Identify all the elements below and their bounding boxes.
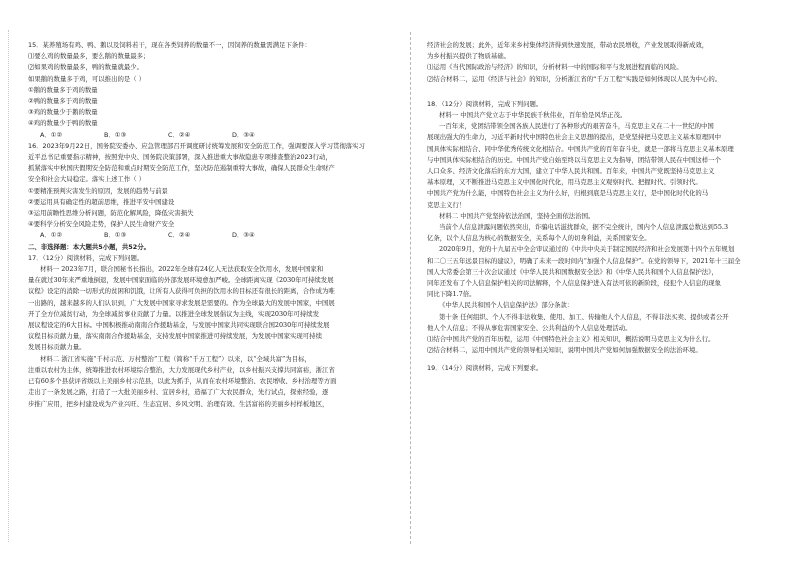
question-17 [28,253,398,410]
q17-material-1-line: 发展目标贡献力量。 [28,343,86,352]
question-18 [427,99,782,357]
q15-choice-a: A．①② [40,130,63,139]
q16-choice-d: D．③④ [232,231,255,240]
q15-choice-b: B．①③ [104,130,127,139]
column-separator [410,32,411,544]
q18-material-2 [427,211,782,301]
question-15 [28,40,398,141]
q15-prompt: 如果鹅的数量多于鸡，可以推出的是（ ） [28,74,146,83]
binding-margin-line [8,30,9,542]
section-heading: 二、非选择题：本大题共5小题，共52分。 [28,242,150,251]
q15-stem: 15．某养殖场有鸡、鸭、鹅以及饲料若干，现在各类饲养的数量不一，因饲养的数量需满足下条件： [28,41,311,49]
q17-material-1-line: 材料一 2023年7月，联合国秘书长指出，2022年全球有24亿人无法获取安全饮用水，发展中国家和 [40,265,324,274]
q15-option-4: ④鸡的数量少于鸭的数量 [28,119,98,128]
q17-material-2-line: 材料二 浙江省实施“千村示范、万村整治”工程（简称“千万工程”）以来，以“全域共富”为目标， [40,354,311,363]
q15-choice-d: D．③④ [232,130,255,139]
answer-space [427,85,782,92]
q18-material-2-line: 同年还发布了个人信息保护相关的司法解释，个人信息保护进入有法可依的新阶段，侵犯个人信息的现象 [427,279,721,288]
q16-stem-line: 16．2023年9月22日，国务院安委办、应急管理部召开调度研讨统筹发展和安全防范工作，强调要深入学习贯彻落实习 [28,141,365,150]
q17-material-2-continued [427,40,782,62]
q16-choice-a: A．①② [40,231,63,240]
q18-subquestion-2: ⑵结合材料二，运用中国共产党的领导相关知识，说明中国共产党如何加强数据安全的法治环境。 [427,346,702,355]
q16-stem-line: 抓紧落实中秋国庆假期安全防范和重点时期安全防范工作，坚决防范遏制重特大事故，确保人民群众生命财产 [28,164,335,173]
q16-choice-b: B．①③ [104,231,127,240]
continued-line: 经济社会的发展；此外，近年来乡村集体经济得到快速发展，带动农民增收，产业发展取得新成效， [427,41,709,49]
q18-heading: 18．（12分）阅读材料，完成下列问题。 [427,99,543,108]
q15-choice-c: C．②④ [168,130,191,139]
q17-material-1-line: 展议程设定的6大目标。中国积极推动南南合作援助基金，与发展中国家共同实现联合国2030年可持续发展 [28,321,330,330]
law-excerpt-line: 他人个人信息；不得从事危害国家安全、公共利益的个人信息处理活动。 [427,323,632,332]
left-column [28,40,398,410]
q16-choices [28,230,398,241]
q16-option-4: ④要科学分析安全风险走势，保护人民生命财产安全 [28,220,175,229]
q18-material-1-line: 展现出强大的生命力，习近平新时代中国特色社会主义思想的提出，是党坚持把马克思主义基本原理同中 [427,133,721,142]
q18-material-2-line: 2020年9月，党的十九届五中全会审议通过的《中共中央关于制定国民经济和社会发展第十四个五年规划 [439,245,735,254]
law-excerpt-title: 《中华人民共和国个人信息保护法》部分条款： [439,301,574,310]
q18-material-2-line: 和二〇三五年远景目标的建议》，明确了未来一段时间内“加强个人信息保护”。在党的领导下，2021年十三届全 [427,256,741,265]
answer-space [427,356,782,363]
q16-option-3: ③运用前瞻性思维分析问题，防范化解风险，降低灾害损失 [28,209,194,218]
q17-subquestion-2: ⑵结合材料二，运用《经济与社会》的知识，分析浙江省的“千万工程”实践是如何体现以人民为中心的。 [427,74,722,83]
q15-condition-2: ⑵如果鸡的数量最多，鸭的数量就最少。 [28,63,144,72]
q17-material-1-line: 议程》设定的消除一切形式的贫困和饥饿，让所有人获得可负担的饮用水的目标还有很长的距离，合作成为唯 [28,287,335,296]
q17-material-2-line: 已有60多个县获评省级以上美丽乡村示范县，以此为抓手，从而在农村环境整治、农民增收、乡村治理等方面 [28,377,337,386]
q16-stem-line: 近平总书记重要指示精神，按照党中央、国务院决策部署，深入推进重大事故隐患专项排查整治2023行动， [28,153,332,162]
q15-option-1: ①鹅的数量多于鸡的数量 [28,85,98,94]
q18-material-1-line: 基本原理，又不断推进马克思主义中国化时代化，用马克思主义观察时代、把握时代、引领时代。 [427,178,702,187]
q17-material-2 [28,354,398,410]
q18-material-1 [427,110,782,211]
q17-material-1-line: 量在就过30年来严重地倒退，发展中国家面临的外部发展环境愈加严峻。全球距离实现《2030年可持续发展 [28,276,334,285]
q17-material-1-line: 一出路的，越来越多的人们认识到，广大发展中国家寻求发展是需要的。作为全球最大的发展中国家，中国展 [28,298,335,307]
law-excerpt-line: 第十条 任何组织、个人不得非法收集、使用、加工、传输他人个人信息，不得非法买卖、提供或者公开 [439,312,729,321]
q17-material-1-line: 议程目标贡献力量，落实南南合作援助基金，支持发展中国家推进可持续发展，为发展中国家实现可持续 [28,332,322,341]
q16-stem-line: 安全和社会大局稳定。落实上述工作（ ） [28,175,146,184]
q18-material-1-line: 中国共产党为什么能，中国特色社会主义为什么好，归根到底是马克思主义行，是中国化时代化的马 [427,189,709,198]
q17-material-2-line: 步推广应用，把乡村建设成为产业兴旺、生态宜居、乡风文明、治理有效、生活富裕的美丽乡村样板地区， [28,399,329,408]
q15-option-3: ③鸡的数量少于鹅的数量 [28,108,98,117]
q18-material-1-line: 克思主义行！ [427,200,466,209]
q16-choice-c: C．②④ [168,231,191,240]
q18-material-1-line: 人口众多、经济文化落后的东方大国，建立了中华人民共和国。百年来，中国共产党既坚持马克思主义 [427,167,715,176]
q18-material-2-line: 材料二 中国共产党坚持依法治国，坚持全面依法治国。 [439,211,595,220]
q17-material-2-line: 注重以农村为主体，统筹推进农村环境综合整治，大力发展现代乡村产业，以乡村振兴支撑共同富裕，浙江省 [28,365,335,374]
q15-condition-1: ⑴要么鸡的数量最多，要么鹅的数量最多； [28,52,150,61]
q18-material-1-line: 一百年来，党团结带领全国各族人民进行了各种形式的艰苦奋斗，马克思主义在二十一世纪的中国 [439,122,714,131]
q18-material-2-line: 当前个人信息泄露问题依然突出，诈骗电话滋扰群众，据不完全统计，国内个人信息泄露总数达到55.3 [439,223,729,232]
answer-space [427,92,782,99]
question-16 [28,141,398,242]
q18-material-2-line: 同比下降1.7倍。 [427,290,476,299]
q16-option-2: ②要运用具有确定性的超前思维，推进平安中国建设 [28,197,175,206]
q18-material-2-line: 亿条，以个人信息为核心的数据安全，关系每个人的切身利益，关系国家安全。 [427,234,651,243]
q17-subquestion-1: ⑴运用《当代国际政治与经济》的知识，分析材料一中的国际和平与发展进程面临的风险。 [427,63,683,72]
q18-subquestion-1: ⑴结合中国共产党的百年历程，运用《中国特色社会主义》相关知识，概括说明马克思主义为什么行。 [427,335,715,344]
q17-material-1-line: 开了全方位减贫行动，为全球减贫事业贡献了力量。以推进全球发展倡议为主线，实现2030年可持续发 [28,309,320,318]
right-column [427,40,782,375]
q15-choices [28,130,398,141]
q15-option-2: ②鸭的数量多于鸡的数量 [28,97,98,106]
q18-material-1-line: 与中国具体实际相结合的历史。中国共产党自始至终以马克思主义为指导，团结带领人民在中国这样一个 [427,155,721,164]
q17-material-1 [28,264,398,354]
q19-heading: 19．（14分）阅读材料，完成下列要求。 [427,364,543,373]
q16-option-1: ①要精准预判灾害发生的原因，发展的趋势与前景 [28,186,168,195]
q18-material-2-line: 国人大常委会第三十次会议通过《中华人民共和国数据安全法》和《中华人民共和国个人信息保护法》， [427,267,718,276]
q18-material-1-line: 材料一 中国共产党立志于中华民族千秋伟业，百年恰是风华正茂。 [439,111,627,120]
q17-material-2-line: 走出了一条发展之路，打造了一大批美丽乡村、宜居乡村，造福了广大农民群众，先行试点，探索经验，逐 [28,388,329,397]
q17-heading: 17．（12分）阅读材料，完成下列问题。 [28,253,144,262]
q18-material-1-line: 国具体实际相结合、同中华优秀传统文化相结合。中国共产党的百年奋斗史，就是一部将马克思主义基本原理 [427,144,734,153]
continued-line: 为乡村振兴提供了物质基础。 [427,52,511,61]
